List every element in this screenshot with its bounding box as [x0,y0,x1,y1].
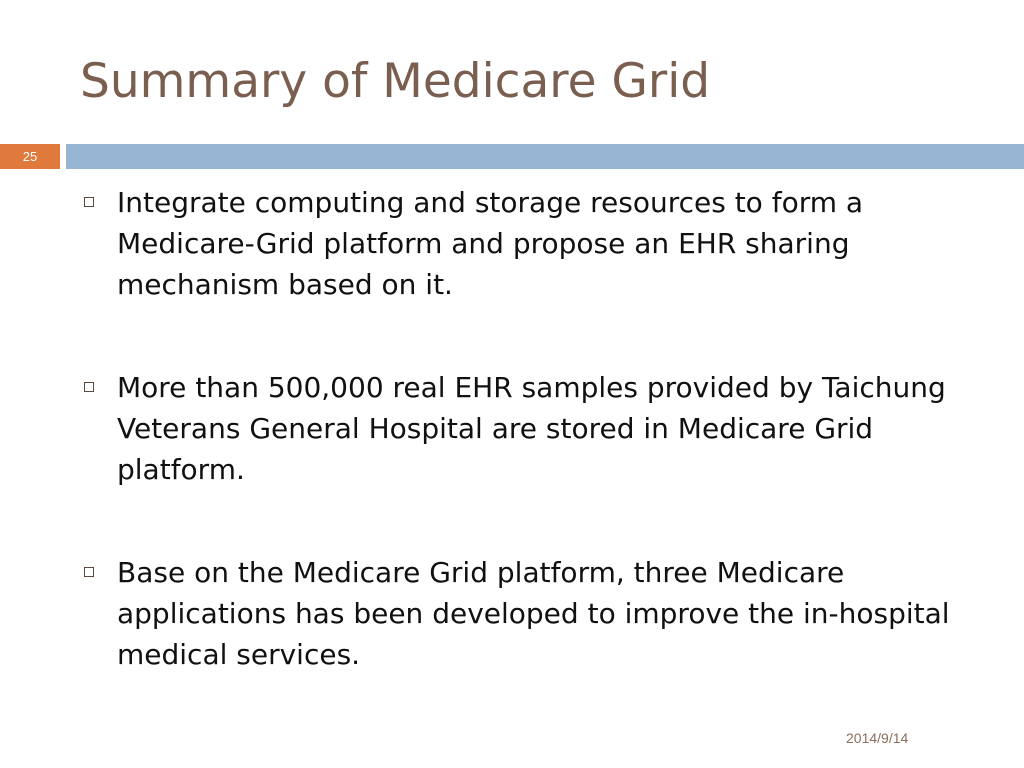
slide-date: 2014/9/14 [846,730,909,746]
square-bullet-icon [84,382,94,392]
bullet-text: Base on the Medicare Grid platform, three Medicare applications has been developed to improve the in-hospital medical services. [117,556,950,671]
bullet-text: More than 500,000 real EHR samples provided by Taichung Veterans General Hospital are stored in Medicare Grid platform. [117,371,946,486]
bullet-list [82,182,982,737]
square-bullet-icon [84,197,94,207]
bullet-item [82,367,982,490]
slide-title: Summary of Medicare Grid [80,54,711,109]
bullet-text: Integrate computing and storage resources to form a Medicare-Grid platform and propose an EHR sharing mechanism based on it. [117,186,864,301]
square-bullet-icon [84,567,94,577]
slide-number: 25 [0,144,60,169]
bullet-item [82,182,982,305]
bullet-item [82,552,982,675]
header-rule [66,144,1024,169]
